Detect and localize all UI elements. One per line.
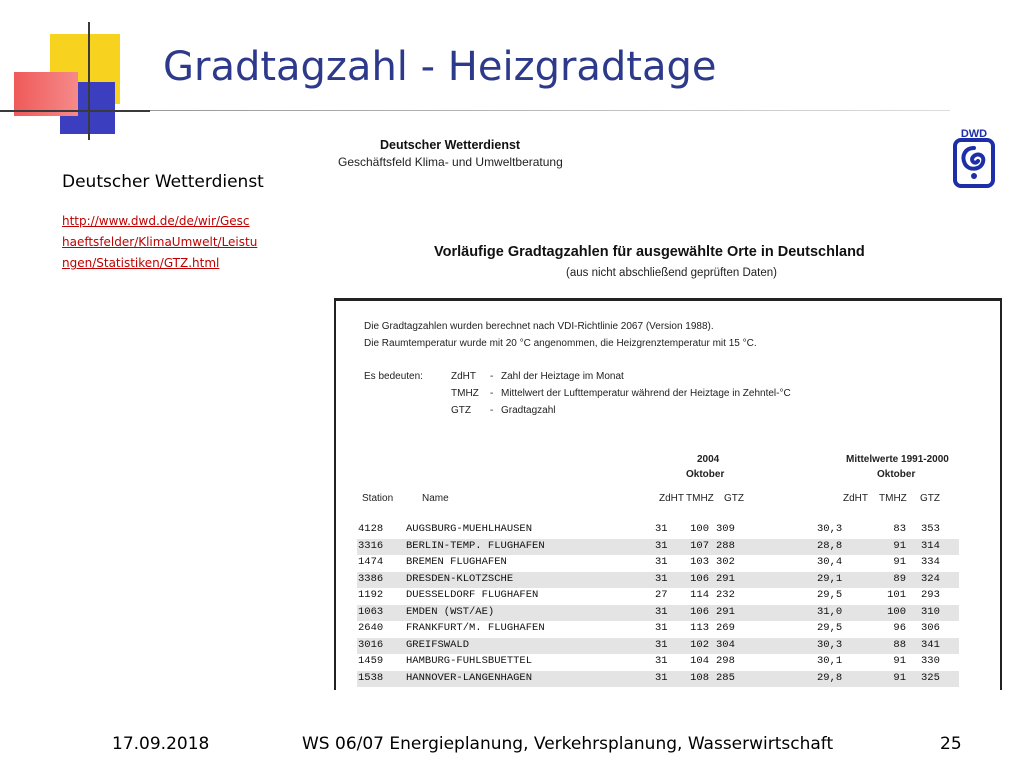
legend-dash-2: - [490,388,494,399]
zdht-value: 31 [655,605,668,618]
tmhz-average: 91 [893,655,906,667]
table-row [357,638,959,655]
gtz-value: 298 [716,655,735,667]
footer-date: 17.09.2018 [112,734,210,754]
footer-course: WS 06/07 Energieplanung, Verkehrsplanung, Wasserwirtschaft [302,734,834,754]
tmhz-value: 104 [690,655,709,667]
source-link-line-1[interactable]: http://www.dwd.de/de/wir/Gesc [62,214,250,228]
column-header-gtz: GTZ [724,493,744,504]
tmhz-average: 89 [893,572,906,585]
zdht-value: 31 [655,622,668,634]
legend-dash-3: - [490,405,494,416]
document-organisation: Deutscher Wetterdienst [380,138,521,152]
legend-abbr-3: GTZ [451,405,471,416]
table-frame-right [1000,298,1002,690]
legend-abbr-1: ZdHT [451,371,476,382]
zdht-average: 31,0 [817,605,843,618]
table-frame-top [334,298,1002,301]
note-line-1: Die Gradtagzahlen wurden berechnet nach VDI-Richtlinie 2067 (Version 1988). [364,321,714,332]
zdht-average: 30,3 [817,523,843,535]
column-header-station: Station [362,493,394,504]
column-header-tmhz: TMHZ [686,493,714,504]
gtz-value: 302 [716,556,735,568]
document-title: Vorläufige Gradtagzahlen für ausgewählte Orte in Deutschland [434,244,865,260]
zdht-average: 30,3 [817,638,843,651]
station-name: HAMBURG-FUHLSBUETTEL [406,655,533,667]
tmhz-value: 114 [690,589,709,601]
zdht-value: 31 [655,539,668,552]
decor-horizontal-line [0,110,150,112]
dwd-logo-text: DWD [960,128,988,140]
zdht-average: 29,8 [817,671,843,684]
station-id: 2640 [358,622,384,634]
column-header-zdht: ZdHT [659,493,684,504]
table-row [357,539,959,556]
gtz-value: 304 [716,638,735,651]
zdht-average: 30,4 [817,556,843,568]
tmhz-average: 83 [893,523,906,535]
station-id: 1063 [358,605,384,618]
document-department: Geschäftsfeld Klima- und Umweltberatung [338,155,563,169]
station-name: HANNOVER-LANGENHAGEN [406,671,533,684]
tmhz-value: 113 [690,622,709,634]
slide-title: Gradtagzahl - Heizgradtage [163,44,717,90]
gtz-average: 314 [921,539,940,552]
station-id: 1192 [358,589,384,601]
table-row [357,522,959,539]
station-id: 3016 [358,638,384,651]
legend-desc-2: Mittelwert der Lufttemperatur während der Heiztage in Zehntel-°C [501,388,791,399]
gtz-average: 324 [921,572,940,585]
station-name: DUESSELDORF FLUGHAFEN [406,589,539,601]
zdht-value: 27 [655,589,668,601]
gtz-average: 341 [921,638,940,651]
tmhz-value: 107 [690,539,709,552]
gtz-average: 293 [921,589,940,601]
station-name: EMDEN (WST/AE) [406,605,495,618]
station-id: 3316 [358,539,384,552]
source-link-line-3[interactable]: ngen/Statistiken/GTZ.html [62,256,220,270]
station-id: 1459 [358,655,384,667]
legend-intro: Es bedeuten: [364,371,423,382]
group-average-month: Oktober [877,469,916,480]
gtz-average: 330 [921,655,940,667]
column-header-name: Name [422,493,449,504]
table-row [357,555,959,572]
station-name: GREIFSWALD [406,638,470,651]
zdht-average: 29,5 [817,589,843,601]
zdht-value: 31 [655,655,668,667]
zdht-average: 29,1 [817,572,843,585]
group-2004-month: Oktober [686,469,725,480]
gtz-value: 288 [716,539,735,552]
station-id: 3386 [358,572,384,585]
tmhz-value: 108 [690,671,709,684]
tmhz-value: 103 [690,556,709,568]
decor-vertical-line [88,22,90,140]
gtz-value: 291 [716,605,735,618]
column-header-gtz-average: GTZ [920,493,940,504]
gtz-average: 325 [921,671,940,684]
gtz-value: 232 [716,589,735,601]
zdht-value: 31 [655,556,668,568]
table-row [357,654,959,671]
gtz-value: 285 [716,671,735,684]
gtz-value: 269 [716,622,735,634]
table-row [357,572,959,589]
table-row [357,621,959,638]
tmhz-average: 91 [893,556,906,568]
note-line-2: Die Raumtemperatur wurde mit 20 °C angenommen, die Heizgrenztemperatur mit 15 °C. [364,338,757,349]
station-name: FRANKFURT/M. FLUGHAFEN [406,622,545,634]
tmhz-average: 88 [893,638,906,651]
zdht-average: 30,1 [817,655,843,667]
group-2004-year: 2004 [697,454,720,465]
gtz-average: 310 [921,605,940,618]
table-frame-left [334,298,336,690]
tmhz-average: 101 [887,589,906,601]
tmhz-value: 106 [690,605,709,618]
title-underline [150,110,950,111]
tmhz-average: 96 [893,622,906,634]
tmhz-value: 106 [690,572,709,585]
station-name: DRESDEN-KLOTZSCHE [406,572,514,585]
tmhz-value: 102 [690,638,709,651]
tmhz-average: 100 [887,605,906,618]
legend-desc-1: Zahl der Heiztage im Monat [501,371,624,382]
zdht-average: 28,8 [817,539,843,552]
source-link-line-2[interactable]: haeftsfelder/KlimaUmwelt/Leistu [62,235,258,249]
tmhz-value: 100 [690,523,709,535]
legend-desc-3: Gradtagzahl [501,405,556,416]
station-name: BREMEN FLUGHAFEN [406,556,507,568]
document-subtitle: (aus nicht abschließend geprüften Daten) [566,267,777,279]
column-header-tmhz-average: TMHZ [879,493,907,504]
station-id: 1538 [358,671,384,684]
legend-abbr-2: TMHZ [451,388,479,399]
station-name: AUGSBURG-MUEHLHAUSEN [406,523,533,535]
gtz-average: 306 [921,622,940,634]
gtz-average: 353 [921,523,940,535]
dwd-logo-icon [952,124,996,190]
zdht-average: 29,5 [817,622,843,634]
station-name: BERLIN-TEMP. FLUGHAFEN [406,539,545,552]
zdht-value: 31 [655,572,668,585]
source-heading: Deutscher Wetterdienst [62,172,264,192]
gtz-value: 291 [716,572,735,585]
footer-page-number: 25 [940,734,962,754]
data-table [357,522,959,687]
station-id: 1474 [358,556,384,568]
column-header-zdht-average: ZdHT [843,493,868,504]
table-row [357,605,959,622]
group-average-label: Mittelwerte 1991-2000 [846,454,949,465]
station-id: 4128 [358,523,384,535]
zdht-value: 31 [655,671,668,684]
zdht-value: 31 [655,523,668,535]
gtz-value: 309 [716,523,735,535]
table-row [357,588,959,605]
gtz-average: 334 [921,556,940,568]
tmhz-average: 91 [893,539,906,552]
table-row [357,671,959,688]
zdht-value: 31 [655,638,668,651]
legend-dash-1: - [490,371,494,382]
tmhz-average: 91 [893,671,906,684]
